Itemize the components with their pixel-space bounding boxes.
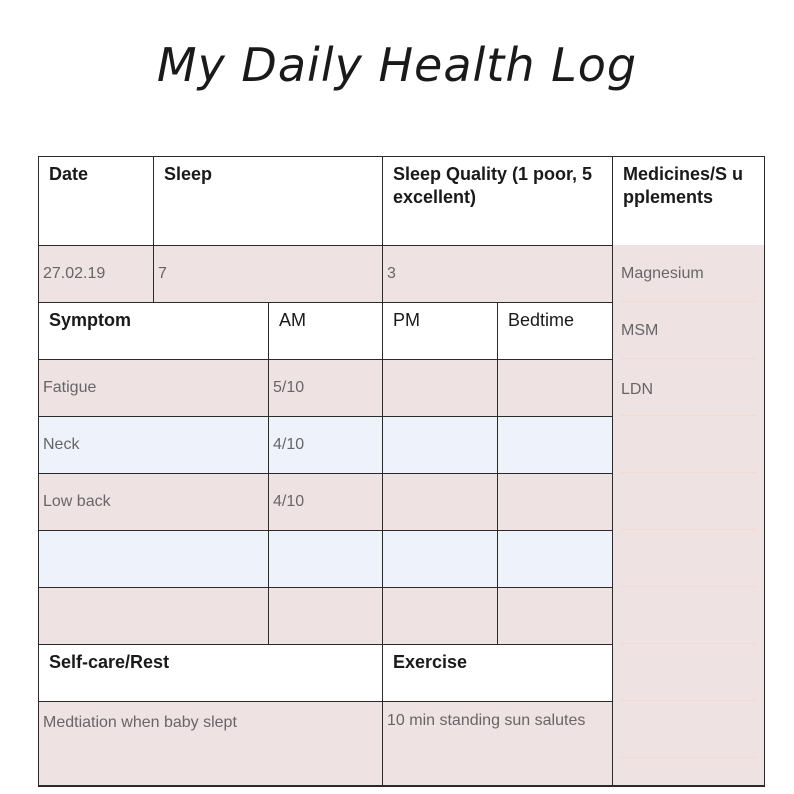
symptom-am-field[interactable]: 4/10 — [268, 473, 383, 531]
medicine-item[interactable]: MSM — [621, 322, 659, 339]
exercise-field[interactable]: 10 min standing sun salutes — [382, 701, 613, 787]
sleep-quality-field[interactable]: 3 — [382, 245, 613, 303]
symptom-am-field[interactable]: 4/10 — [268, 416, 383, 474]
symptom-name-field[interactable] — [38, 530, 269, 588]
symptom-pm-field[interactable] — [382, 473, 498, 531]
medicine-divider — [621, 358, 756, 359]
medicine-divider — [621, 586, 756, 587]
symptom-name-field[interactable]: Fatigue — [38, 359, 269, 417]
symptom-name-field[interactable] — [38, 587, 269, 645]
symptom-bedtime-field[interactable] — [497, 530, 613, 588]
pm-header: PM — [382, 302, 498, 360]
date-header: Date — [38, 156, 154, 246]
selfcare-header: Self-care/Rest — [38, 644, 383, 702]
medicine-divider — [621, 757, 756, 758]
bedtime-header: Bedtime — [497, 302, 613, 360]
symptom-am-field[interactable] — [268, 587, 383, 645]
symptom-am-field[interactable] — [268, 530, 383, 588]
exercise-header: Exercise — [382, 644, 613, 702]
symptom-pm-field[interactable] — [382, 359, 498, 417]
symptom-name-field[interactable]: Low back — [38, 473, 269, 531]
medicine-item[interactable]: LDN — [621, 381, 654, 398]
symptom-name-field[interactable]: Neck — [38, 416, 269, 474]
sleep-field[interactable]: 7 — [153, 245, 383, 303]
medicines-column[interactable] — [612, 245, 765, 786]
symptom-bedtime-field[interactable] — [497, 587, 613, 645]
symptom-pm-field[interactable] — [382, 530, 498, 588]
medicine-divider — [621, 700, 756, 701]
symptom-am-field[interactable]: 5/10 — [268, 359, 383, 417]
sleep-quality-header: Sleep Quality (1 poor, 5 excellent) — [382, 156, 613, 246]
medicine-divider — [621, 529, 756, 530]
medicine-divider — [621, 472, 756, 473]
symptom-bedtime-field[interactable] — [497, 416, 613, 474]
medicine-item[interactable]: Magnesium — [621, 265, 704, 282]
symptom-pm-field[interactable] — [382, 587, 498, 645]
medicine-divider — [621, 301, 756, 302]
symptom-header: Symptom — [38, 302, 269, 360]
symptom-bedtime-field[interactable] — [497, 359, 613, 417]
page-title: My Daily Health Log — [156, 38, 638, 92]
sleep-header: Sleep — [153, 156, 383, 246]
symptom-pm-field[interactable] — [382, 416, 498, 474]
medicine-divider — [621, 415, 756, 416]
selfcare-field[interactable]: Medtiation when baby slept — [38, 701, 383, 787]
date-field[interactable]: 27.02.19 — [38, 245, 154, 303]
table-bottom-border — [38, 785, 765, 787]
am-header: AM — [268, 302, 383, 360]
symptom-bedtime-field[interactable] — [497, 473, 613, 531]
medicine-divider — [621, 643, 756, 644]
medicines-header: Medicines/S upplements — [612, 156, 765, 246]
